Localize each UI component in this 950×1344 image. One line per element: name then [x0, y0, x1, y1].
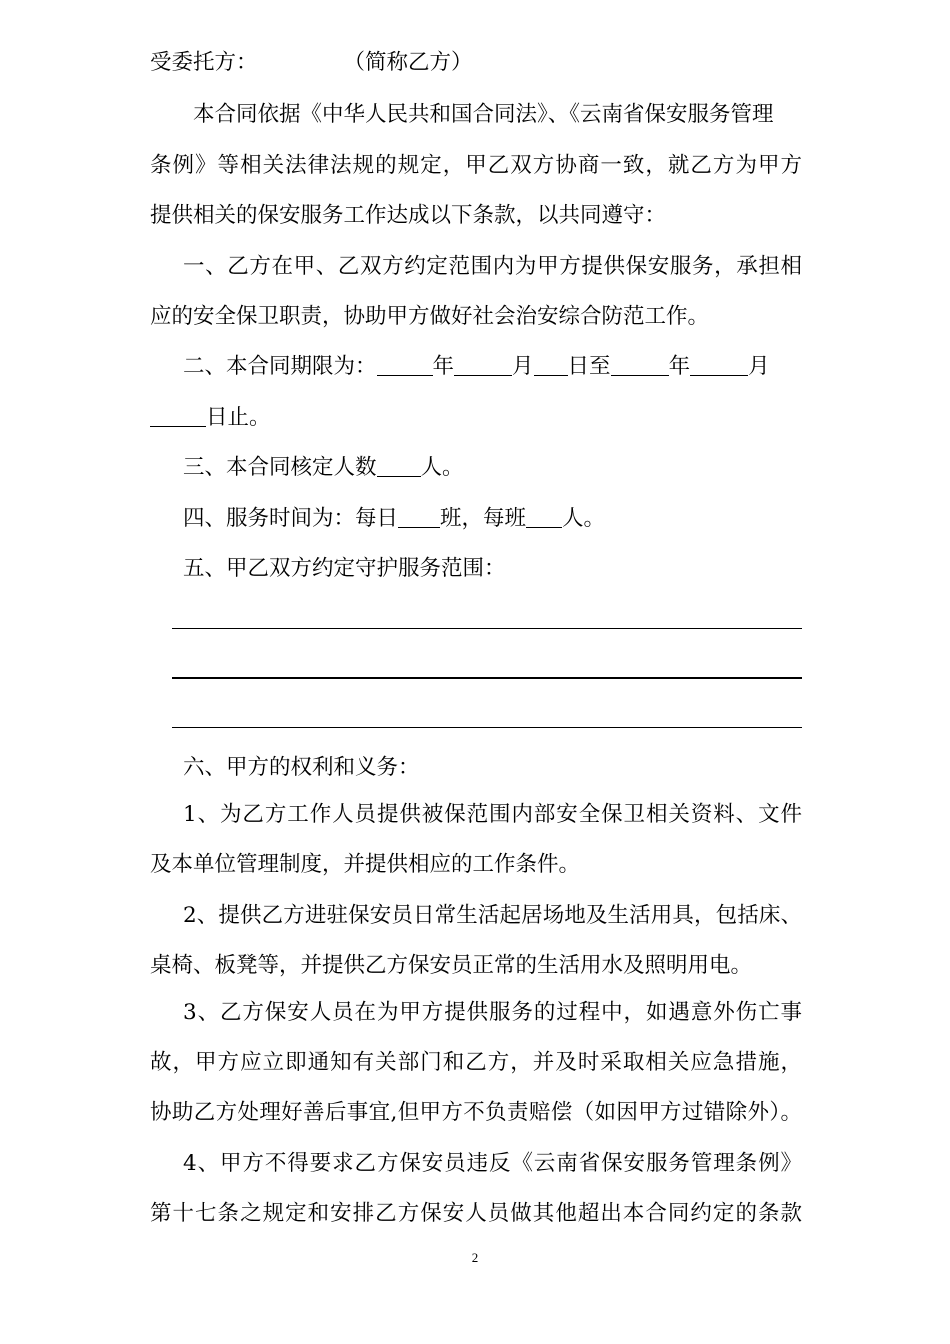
clause-1-line-1: 一、乙方在甲、乙双方约定范围内为甲方提供保安服务，承担相: [183, 254, 802, 279]
clause-6-item-2-line-2: 桌椅、板凳等，并提供乙方保安员正常的生活用水及照明用电。: [150, 953, 753, 978]
start-year-blank[interactable]: [377, 355, 433, 376]
clause-6-item-2-line-1: 2、提供乙方进驻保安员日常生活起居场地及生活用具，包括床、: [183, 903, 802, 928]
clause-4-prefix: 四、服务时间为：每日: [183, 506, 399, 531]
clause-2-prefix: 二、本合同期限为：: [183, 354, 377, 379]
clause-6-item-4-line-1: 4、甲方不得要求乙方保安员违反《云南省保安服务管理条例》: [183, 1151, 802, 1176]
clause-2-term-line: [183, 354, 802, 380]
day-to-label: 日至: [567, 354, 611, 379]
clause-3-headcount: [183, 455, 802, 481]
clause-6-item-3-line-2: 故，甲方应立即通知有关部门和乙方，并及时采取相关应急措施，: [150, 1050, 802, 1075]
clause-6-item-1-line-1: 1、为乙方工作人员提供被保范围内部安全保卫相关资料、文件: [183, 802, 802, 827]
end-day-blank[interactable]: [150, 406, 206, 427]
entrusted-party-line: [150, 50, 802, 76]
intro-line-2: 条例》等相关法律法规的规定，甲乙双方协商一致，就乙方为甲方: [150, 153, 802, 178]
clause-5-scope-heading: 五、甲乙双方约定守护服务范围：: [183, 556, 506, 581]
page-number: 2: [471, 1250, 479, 1265]
clause-6-item-3-line-1: 3、乙方保安人员在为甲方提供服务的过程中，如遇意外伤亡事: [183, 1000, 802, 1025]
people-per-shift-blank[interactable]: [526, 507, 562, 528]
start-day-blank[interactable]: [534, 355, 568, 376]
year-label: 年: [432, 354, 455, 379]
clause-6-heading: 六、甲方的权利和义务：: [183, 755, 420, 780]
clause-2-end-line: [150, 405, 802, 431]
scope-fill-line-3[interactable]: [172, 727, 802, 728]
scope-fill-line-1[interactable]: [172, 628, 802, 629]
party-b-short-name: （简称乙方）: [343, 50, 473, 75]
clause-6-item-3-line-3: 协助乙方处理好善后事宜,但甲方不负责赔偿（如因甲方过错除外）。: [150, 1100, 802, 1125]
month-label: 月: [748, 354, 770, 379]
clause-3-prefix: 三、本合同核定人数: [183, 455, 377, 480]
entrusted-party-label: 受委托方：: [150, 50, 258, 75]
clause-4-suffix: 人。: [562, 506, 606, 531]
clause-6-item-1-line-2: 及本单位管理制度，并提供相应的工作条件。: [150, 852, 581, 877]
clause-3-suffix: 人。: [420, 455, 464, 480]
clause-4-mid: 班，每班: [440, 506, 527, 531]
clause-1-line-2: 应的安全保卫职责，协助甲方做好社会治安综合防范工作。: [150, 304, 710, 329]
shifts-per-day-blank[interactable]: [398, 507, 440, 528]
clause-4-service-time: [183, 506, 802, 532]
day-end-label: 日止。: [206, 405, 271, 430]
start-month-blank[interactable]: [454, 355, 512, 376]
intro-line-3: 提供相关的保安服务工作达成以下条款，以共同遵守：: [150, 203, 667, 228]
intro-line-1: 本合同依据《中华人民共和国合同法》、《云南省保安服务管理: [193, 102, 774, 127]
end-year-blank[interactable]: [611, 355, 669, 376]
month-label: 月: [512, 354, 534, 379]
clause-6-item-4-line-2: 第十七条之规定和安排乙方保安人员做其他超出本合同约定的条款: [150, 1201, 802, 1226]
year-label: 年: [668, 354, 691, 379]
scope-fill-line-2[interactable]: [172, 677, 802, 679]
headcount-blank[interactable]: [377, 456, 421, 477]
end-month-blank[interactable]: [690, 355, 748, 376]
